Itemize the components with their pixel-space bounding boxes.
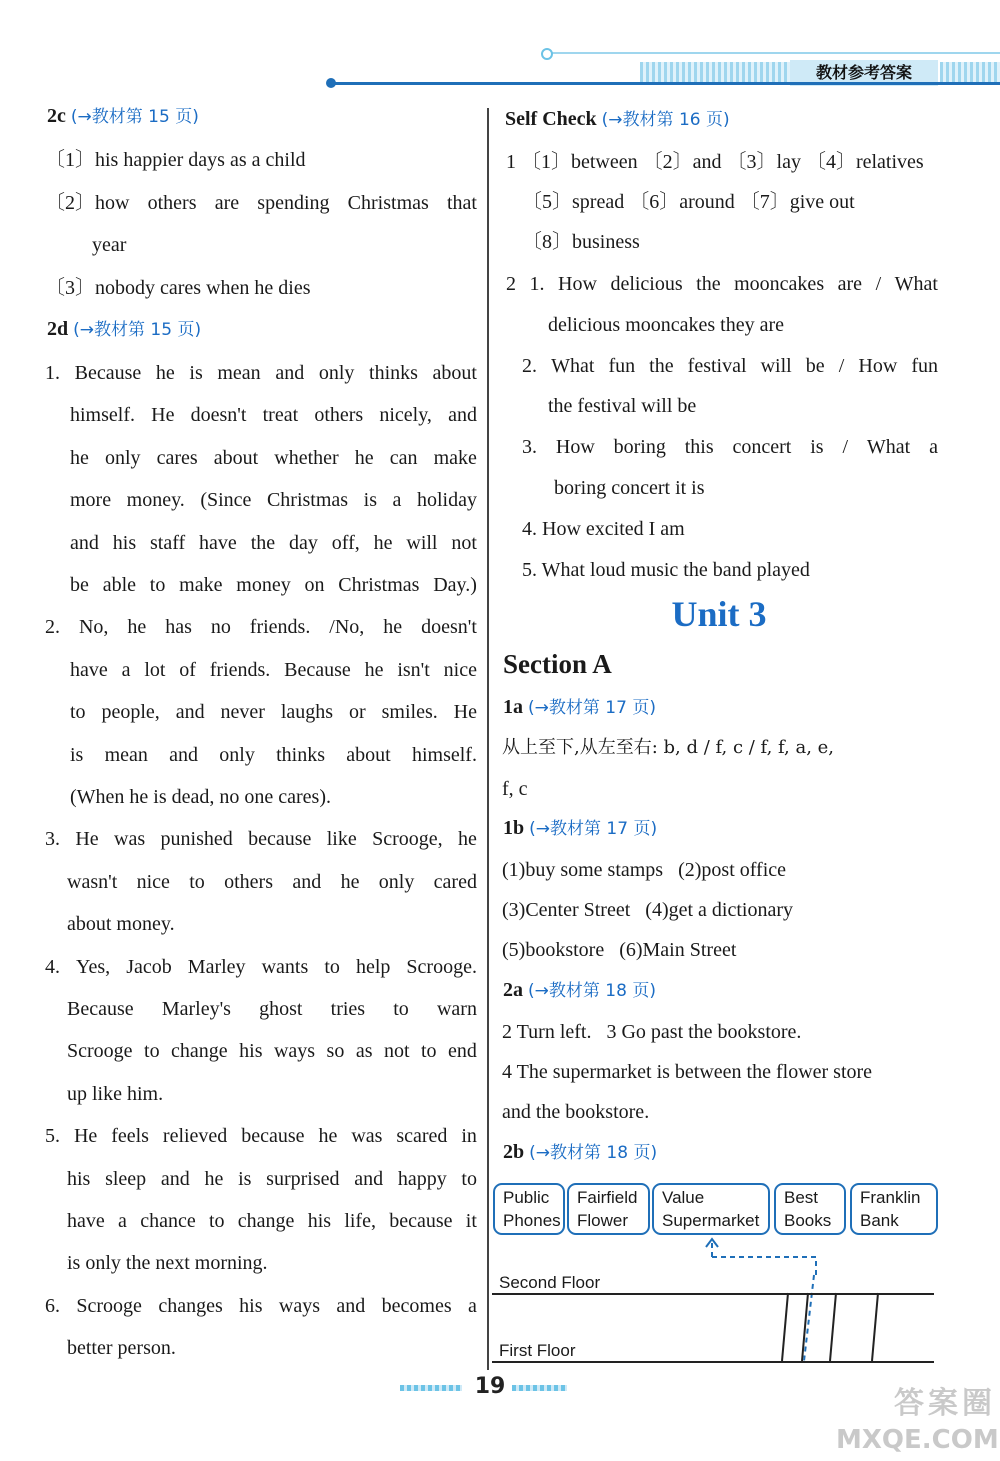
word: doesn't	[190, 404, 247, 427]
word: and	[160, 1167, 190, 1190]
floor-label-first: First Floor	[499, 1341, 576, 1360]
word: spending	[257, 192, 330, 214]
word: a	[121, 658, 131, 681]
word: /	[838, 354, 845, 377]
word: happy	[397, 1167, 447, 1190]
answer-line	[70, 573, 477, 597]
word: friends.	[209, 658, 271, 681]
word: people,	[101, 701, 160, 724]
textbook-page-ref: (→教材第 16 页)	[601, 110, 730, 130]
word: Christmas	[338, 574, 420, 596]
word: delicious	[610, 273, 683, 295]
answer-line: 4. How excited I am	[522, 517, 685, 540]
answer-line	[506, 272, 938, 296]
word: he	[204, 1167, 224, 1190]
word: mean	[217, 362, 261, 384]
word: lot	[144, 658, 166, 681]
word: nice	[443, 658, 477, 681]
word: smiles.	[381, 701, 438, 724]
word: He	[151, 404, 175, 427]
answer-line: 〔3〕nobody cares when he dies	[45, 277, 311, 299]
word: thinks	[276, 743, 326, 766]
word: He	[73, 1125, 98, 1148]
word: and	[292, 870, 322, 893]
word: festival	[687, 354, 747, 377]
answer-line: delicious mooncakes they are	[548, 313, 785, 336]
word: only	[318, 362, 355, 384]
heading-2a	[503, 978, 656, 1003]
word: his	[239, 1040, 263, 1063]
header-gradient-band-end	[940, 62, 1000, 84]
answer-line: 〔5〕spread 〔6〕around 〔7〕give out	[522, 191, 855, 213]
word: becomes	[381, 1294, 452, 1317]
word: Because	[74, 362, 142, 384]
heading-1b	[503, 816, 657, 841]
floor-label-second: Second Floor	[499, 1273, 601, 1292]
answer-line: (3)Center Street (4)get a dictionary	[502, 899, 793, 921]
word: whether	[274, 446, 339, 469]
word: to	[393, 998, 409, 1020]
word: tries	[330, 998, 366, 1020]
word: Scrooge	[67, 1040, 133, 1063]
answer-line: 〔1〕his happier days as a child	[45, 149, 306, 171]
word: like	[326, 828, 357, 851]
word: make	[433, 446, 477, 469]
word: help	[355, 955, 391, 978]
word: He	[453, 701, 477, 724]
word: not	[383, 1040, 410, 1063]
word: Christmas	[347, 192, 429, 214]
word: mean	[104, 743, 148, 766]
word: Day.)	[433, 574, 477, 596]
watermark-line2: MXQE.COM	[836, 1425, 999, 1455]
word: because	[241, 1125, 305, 1148]
word: cares	[156, 446, 198, 469]
word: changes	[158, 1294, 223, 1317]
word: Scrooge,	[372, 828, 443, 851]
word: more	[70, 489, 112, 512]
word: wants	[261, 955, 309, 978]
word: others	[147, 192, 197, 214]
word: about	[213, 446, 259, 469]
word: never	[220, 701, 265, 724]
word: not	[451, 531, 477, 554]
store-value-supermarket	[652, 1183, 770, 1235]
header-top-dot	[541, 48, 553, 60]
word: his	[307, 1210, 332, 1232]
word: chance	[140, 1210, 196, 1232]
answer-line	[45, 827, 477, 851]
store-label-line2: Phones	[503, 1211, 561, 1230]
word: 2	[506, 273, 516, 295]
header-gradient-band	[640, 62, 790, 84]
escalator-line	[872, 1293, 878, 1361]
word: 5.	[45, 1125, 60, 1148]
word: to	[144, 1040, 160, 1063]
answer-line	[67, 1167, 477, 1191]
word: What	[866, 436, 911, 459]
answer-line	[70, 488, 477, 512]
textbook-page-ref: (→教材第 15 页)	[70, 107, 199, 127]
word: /No,	[329, 616, 365, 639]
word: laughs	[280, 701, 334, 724]
word: feels	[111, 1125, 149, 1148]
answer-line	[45, 955, 477, 979]
word: (Since	[200, 489, 252, 512]
escalator-line	[830, 1293, 836, 1361]
answer-line: 1 〔1〕between 〔2〕and 〔3〕lay 〔4〕relatives	[506, 151, 924, 173]
answer-line: and the bookstore.	[502, 1101, 650, 1123]
answer-line: (When he is dead, no one cares).	[70, 786, 331, 808]
word: to	[70, 701, 86, 724]
header-label: 教材参考答案	[790, 60, 938, 86]
word: no	[210, 616, 231, 639]
section-title: Section A	[503, 649, 612, 679]
word: sleep	[105, 1167, 147, 1190]
word: ways	[273, 1040, 316, 1063]
word: day	[289, 531, 318, 554]
answer-line: up like him.	[67, 1082, 164, 1105]
word: life,	[344, 1210, 376, 1232]
word: of	[179, 658, 196, 681]
word: /	[875, 273, 882, 295]
answer-line	[70, 403, 477, 427]
answer-line: year	[92, 234, 127, 256]
header-rule-dot	[326, 78, 336, 88]
unit-title: Unit 3	[671, 594, 767, 634]
word: Yes,	[76, 955, 111, 978]
word: holiday	[416, 489, 477, 512]
heading-tag: Self Check	[505, 108, 597, 130]
word: Scrooge.	[406, 955, 477, 978]
word: is	[70, 743, 84, 766]
word: he	[127, 616, 147, 639]
word: How	[555, 436, 595, 459]
word: so	[326, 1040, 345, 1063]
word: 4.	[45, 955, 60, 978]
header-top-rule	[545, 52, 1000, 54]
store-label-line1: Public	[503, 1188, 550, 1207]
heading-tag: 1a	[503, 696, 523, 718]
word: He	[75, 828, 99, 851]
heading-self-check	[505, 107, 730, 132]
word: a	[468, 1294, 477, 1317]
word: he	[364, 658, 384, 681]
heading-tag: 2d	[47, 318, 69, 340]
heading-2b	[503, 1140, 657, 1165]
word: 1.	[45, 362, 60, 384]
textbook-page-ref: (→教材第 17 页)	[528, 698, 656, 718]
word: is	[238, 1167, 252, 1190]
answer-line: boring concert it is	[554, 477, 705, 499]
word: surprised	[266, 1167, 340, 1190]
word: the	[696, 273, 721, 295]
answer-line: is only the next morning.	[67, 1252, 268, 1275]
word: are	[214, 192, 240, 214]
answer-line	[45, 1294, 477, 1318]
store-label-line2: Books	[784, 1211, 832, 1230]
word: 3.	[522, 436, 537, 459]
word: mooncakes	[734, 273, 825, 295]
store-label-line1: Value	[662, 1188, 705, 1207]
answer-line	[522, 354, 938, 378]
word: cared	[433, 870, 477, 893]
word: himself.	[411, 743, 477, 766]
word: in	[461, 1125, 477, 1148]
word: No,	[78, 616, 109, 639]
word: thinks	[369, 362, 418, 384]
heading-tag: 2a	[503, 979, 523, 1001]
word: himself.	[70, 404, 135, 427]
word: his	[239, 1294, 263, 1317]
word: and	[70, 531, 99, 554]
word: How	[858, 354, 898, 377]
heading-2d	[47, 317, 201, 342]
word: to	[149, 574, 166, 596]
answer-line	[522, 435, 938, 459]
column-divider	[487, 108, 489, 1370]
word: 3.	[45, 828, 60, 851]
answer-line	[45, 615, 477, 639]
word: was	[351, 1125, 383, 1148]
answer-line	[70, 446, 477, 470]
word: fun	[911, 354, 938, 377]
word: a	[929, 436, 938, 459]
answer-line	[70, 531, 477, 555]
store-label-line1: Franklin	[860, 1188, 921, 1207]
word: because	[389, 1210, 453, 1232]
word: change	[237, 1210, 295, 1232]
word: the	[250, 531, 276, 554]
answer-line: about money.	[67, 913, 175, 936]
word: warn	[436, 998, 477, 1020]
answer-line: 〔8〕business	[522, 231, 640, 253]
answer-line	[70, 700, 477, 724]
heading-1a	[503, 695, 656, 720]
word: a	[118, 1210, 127, 1232]
answer-line	[45, 361, 477, 385]
answer-line: 从上至下,从左至右: b, d / f, c / f, f, a, e,	[502, 737, 835, 758]
word: is	[363, 489, 377, 512]
word: will	[760, 354, 792, 377]
word: nice	[136, 870, 170, 893]
answer-line	[70, 658, 477, 682]
word: about	[346, 743, 391, 766]
word: it	[465, 1210, 477, 1232]
escalator-line	[782, 1293, 788, 1361]
word: to	[324, 955, 340, 978]
word: ghost	[259, 998, 303, 1020]
word: 2.	[522, 354, 537, 377]
answer-line: 5. What loud music the band played	[522, 558, 810, 581]
word: doesn't	[421, 616, 477, 639]
footer-bar-right	[512, 1385, 567, 1391]
word: boring	[613, 436, 666, 459]
answer-line: (1)buy some stamps (2)post office	[502, 859, 787, 881]
word: and	[354, 1167, 384, 1190]
word: be	[70, 574, 89, 596]
word: as	[355, 1040, 373, 1063]
floor-line-first	[492, 1361, 934, 1363]
answer-line: the festival will be	[548, 395, 697, 418]
word: /	[842, 436, 849, 459]
watermark-line1: 答案圈	[894, 1386, 996, 1421]
word: money.	[126, 489, 185, 512]
word: only	[378, 870, 415, 893]
heading-tag: 2c	[47, 105, 66, 127]
word: he	[458, 828, 477, 851]
word: nicely,	[379, 404, 432, 427]
answer-line	[67, 1209, 477, 1233]
word: are	[837, 273, 863, 295]
word: this	[684, 436, 714, 459]
word: isn't	[397, 658, 430, 681]
word: a	[392, 489, 402, 512]
heading-2c	[47, 104, 199, 129]
heading-tag: 2b	[503, 1141, 525, 1163]
word: have	[70, 658, 108, 681]
word: have	[67, 1210, 105, 1232]
word: and	[175, 701, 205, 724]
word: has	[165, 616, 192, 639]
textbook-page-ref: (→教材第 15 页)	[73, 320, 202, 340]
word: be	[805, 354, 825, 377]
word: 2.	[45, 616, 60, 639]
word: have	[199, 531, 237, 554]
word: make	[179, 574, 223, 596]
word: his	[112, 531, 137, 554]
word: to	[461, 1167, 477, 1190]
word: and	[275, 362, 305, 384]
word: friends.	[249, 616, 311, 639]
word: punished	[160, 828, 233, 851]
word: 1.	[529, 273, 545, 295]
word: others	[224, 870, 274, 893]
route-dashed-path	[712, 1243, 816, 1275]
watermark-logo	[836, 1384, 1000, 1461]
footer-bar-left	[400, 1385, 462, 1391]
word: he	[340, 870, 360, 893]
store-best-books	[774, 1183, 846, 1235]
store-label-line1: Fairfield	[577, 1188, 638, 1207]
answer-line	[70, 743, 477, 767]
store-label-line1: Best	[784, 1188, 819, 1207]
word: relieved	[162, 1125, 228, 1148]
word: will	[406, 531, 438, 554]
answer-line	[45, 191, 477, 215]
word: 〔2〕how	[45, 192, 130, 214]
word: How	[558, 273, 597, 295]
word: Jacob	[126, 955, 172, 978]
word: end	[448, 1040, 477, 1063]
word: his	[67, 1167, 91, 1190]
word: Because	[284, 658, 351, 681]
answer-line	[67, 870, 477, 894]
word: What	[894, 273, 938, 295]
store-label-line2: Supermarket	[662, 1211, 760, 1230]
word: able	[102, 574, 136, 596]
word: to	[208, 1210, 225, 1232]
word: wasn't	[67, 870, 118, 893]
word: the	[649, 354, 674, 377]
word: treat	[262, 404, 299, 427]
answer-line: (5)bookstore (6)Main Street	[502, 939, 737, 961]
word: Marley	[187, 955, 246, 978]
heading-tag: 1b	[503, 817, 525, 839]
word: money	[236, 574, 291, 596]
word: fun	[608, 354, 636, 377]
word: change	[171, 1040, 228, 1063]
word: on	[304, 574, 325, 596]
word: Marley's	[161, 998, 231, 1020]
word: or	[349, 701, 366, 724]
word: he	[155, 362, 175, 384]
header-rule	[330, 82, 1000, 85]
store-label-line2: Bank	[860, 1211, 899, 1230]
answer-line	[67, 1039, 477, 1063]
word: he	[383, 616, 403, 639]
page-number: 19	[474, 1374, 506, 1399]
textbook-page-ref: (→教材第 17 页)	[529, 819, 658, 839]
textbook-page-ref: (→教材第 18 页)	[529, 1143, 658, 1163]
word: What	[551, 354, 595, 377]
word: to	[420, 1040, 437, 1063]
answer-line: f, c	[502, 778, 528, 800]
store-fairfield-flower	[567, 1183, 650, 1235]
store-franklin-bank	[850, 1183, 938, 1235]
answer-line: better person.	[67, 1337, 176, 1360]
word: he	[70, 446, 89, 469]
word: that	[446, 192, 477, 214]
answer-line	[45, 1124, 477, 1148]
word: was	[114, 828, 146, 851]
word: staff	[149, 531, 186, 554]
word: he	[373, 531, 393, 554]
word: only	[104, 446, 141, 469]
word: can	[389, 446, 418, 469]
word: he	[354, 446, 374, 469]
word: off,	[331, 531, 360, 554]
word: Christmas	[266, 489, 349, 512]
word: and	[169, 743, 199, 766]
store-public-phones	[493, 1183, 565, 1235]
textbook-page-ref: (→教材第 18 页)	[528, 981, 656, 1001]
word: Because	[67, 998, 134, 1020]
answer-line: 2 Turn left. 3 Go past the bookstore.	[502, 1021, 802, 1043]
word: and	[448, 404, 477, 427]
word: he	[318, 1125, 338, 1148]
word: others	[314, 404, 364, 427]
word: ways	[278, 1294, 320, 1317]
word: 6.	[45, 1294, 60, 1317]
word: concert	[732, 436, 792, 459]
word: to	[189, 870, 205, 893]
word: about	[432, 362, 477, 384]
word: and	[336, 1294, 366, 1317]
word: is	[189, 362, 203, 384]
word: is	[810, 436, 824, 459]
word: scared	[396, 1125, 448, 1148]
answer-line	[67, 997, 477, 1021]
word: Scrooge	[76, 1294, 142, 1317]
word: only	[219, 743, 255, 766]
store-label-line2: Flower	[577, 1211, 629, 1230]
floor-line-second	[492, 1293, 934, 1295]
answer-line: 4 The supermarket is between the flower store	[502, 1061, 873, 1083]
word: because	[248, 828, 312, 851]
